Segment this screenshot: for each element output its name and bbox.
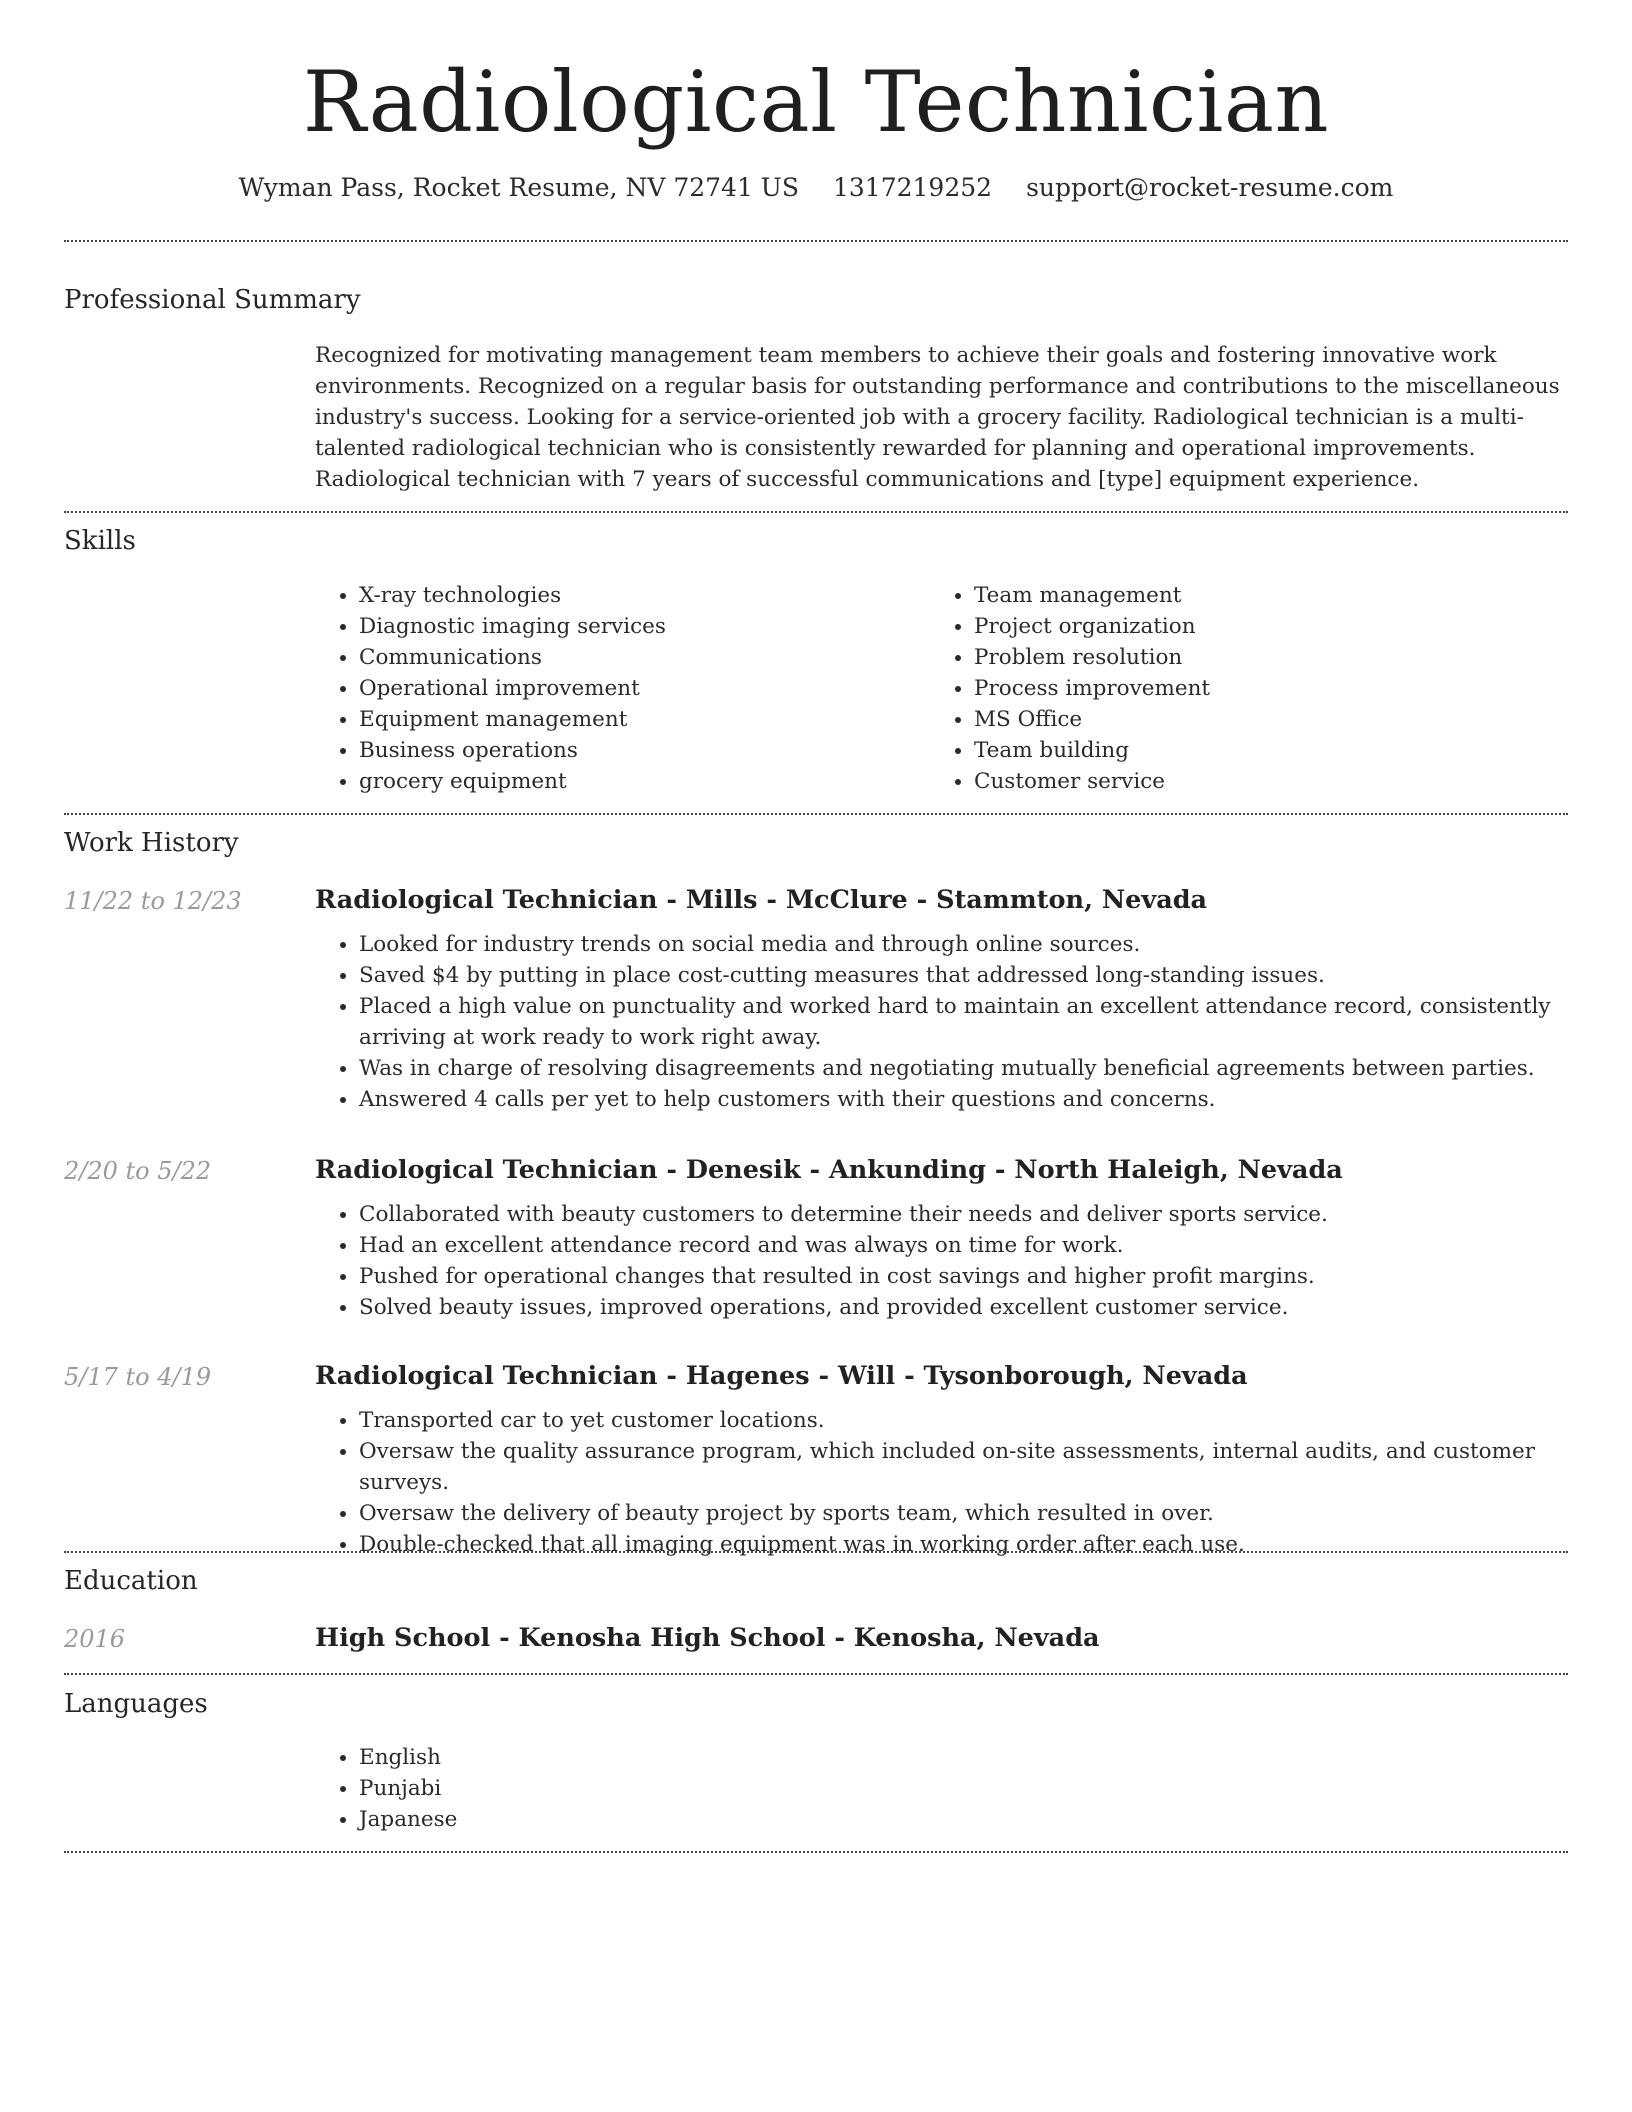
- skill-item: • Problem resolution: [974, 642, 1545, 673]
- skill-item: • Team building: [974, 735, 1545, 766]
- skill-item: • Project organization: [974, 611, 1545, 642]
- job-bullets: [315, 929, 1568, 1115]
- skill-item: • Business operations: [359, 735, 930, 766]
- job-bullet: • Pushed for operational changes that resulted in cost savings and higher profit margins.: [359, 1261, 1568, 1292]
- job-entry: [315, 1359, 1568, 1560]
- job-title: Radiological Technician - Denesik - Ankunding - North Haleigh, Nevada: [315, 1155, 1343, 1185]
- skill-item: • MS Office: [974, 704, 1545, 735]
- summary-body: [315, 340, 1568, 495]
- languages-list: [315, 1742, 1568, 1835]
- skills-grid: [315, 580, 1568, 797]
- education-title: High School - Kenosha High School - Kenosha, Nevada: [315, 1623, 1100, 1653]
- education-entry: [315, 1621, 1568, 1667]
- job-dates: 5/17 to 4/19: [64, 1363, 212, 1391]
- summary-text: Recognized for motivating management team members to achieve their goals and fostering innovative work environments. Recognized on a regular basis for outstanding performance and contributions to the miscellaneous industry's success. Looking for a service-oriented job with a grocery facility. Radiological technician is a multi-talented radiological technician who is consistently rewarded for planning and operational improvements. Radiological technician with 7 years of successful communications and [type] equipment experience.: [315, 343, 1560, 492]
- candidate-name: Radiological Technician: [302, 53, 1330, 151]
- job-dates: 2/20 to 5/22: [64, 1157, 212, 1185]
- skill-item: • grocery equipment: [359, 766, 930, 797]
- skill-item: • Equipment management: [359, 704, 930, 735]
- section-title-languages: Languages: [64, 1689, 208, 1719]
- job-dates: 11/22 to 12/23: [64, 887, 242, 915]
- skill-item: • Process improvement: [974, 673, 1545, 704]
- job-bullet: • Oversaw the quality assurance program, which included on-site assessments, internal audits, and customer surveys.: [359, 1436, 1568, 1498]
- job-bullet: • Had an excellent attendance record and was always on time for work.: [359, 1230, 1568, 1261]
- job-bullet: • Looked for industry trends on social media and through online sources.: [359, 929, 1568, 960]
- education-year: 2016: [64, 1625, 126, 1653]
- job-bullet: • Was in charge of resolving disagreements and negotiating mutually beneficial agreements between parties.: [359, 1053, 1568, 1084]
- job-bullet: • Transported car to yet customer locations.: [359, 1405, 1568, 1436]
- job-bullet: • Answered 4 calls per yet to help customers with their questions and concerns.: [359, 1084, 1568, 1115]
- section-title-summary: Professional Summary: [64, 285, 361, 315]
- section-title-skills: Skills: [64, 526, 136, 556]
- language-item: • Japanese: [359, 1804, 1568, 1835]
- job-entry: [315, 1153, 1568, 1323]
- job-bullet: • Oversaw the delivery of beauty project by sports team, which resulted in over.: [359, 1498, 1568, 1529]
- skill-item: • Communications: [359, 642, 930, 673]
- divider: [64, 511, 1568, 513]
- contact-address: Wyman Pass, Rocket Resume, NV 72741 US: [238, 173, 799, 202]
- section-title-work: Work History: [64, 828, 239, 858]
- job-bullet: • Saved $4 by putting in place cost-cutting measures that addressed long-standing issues.: [359, 960, 1568, 991]
- job-bullets: [315, 1405, 1568, 1560]
- language-item: • Punjabi: [359, 1773, 1568, 1804]
- skill-item: • Team management: [974, 580, 1545, 611]
- skill-item: • X-ray technologies: [359, 580, 930, 611]
- job-title: Radiological Technician - Mills - McClure - Stammton, Nevada: [315, 885, 1208, 915]
- divider: [64, 240, 1568, 242]
- contact-phone: 1317219252: [833, 173, 993, 202]
- job-bullet: • Collaborated with beauty customers to determine their needs and deliver sports service.: [359, 1199, 1568, 1230]
- skill-item: • Operational improvement: [359, 673, 930, 704]
- job-bullet: • Placed a high value on punctuality and worked hard to maintain an excellent attendance record, consistently arriving at work ready to work right away.: [359, 991, 1568, 1053]
- skills-body: [315, 580, 1568, 797]
- language-item: • English: [359, 1742, 1568, 1773]
- job-bullet: • Solved beauty issues, improved operations, and provided excellent customer service.: [359, 1292, 1568, 1323]
- contact-line: [64, 170, 1568, 206]
- skills-list-left: [315, 580, 930, 797]
- job-bullets: [315, 1199, 1568, 1323]
- divider: [64, 813, 1568, 815]
- job-title: Radiological Technician - Hagenes - Will - Tysonborough, Nevada: [315, 1361, 1248, 1391]
- job-bullet: • Double-checked that all imaging equipment was in working order after each use.: [359, 1529, 1568, 1560]
- divider: [64, 1673, 1568, 1675]
- divider: [64, 1851, 1568, 1853]
- skill-item: • Diagnostic imaging services: [359, 611, 930, 642]
- skill-item: • Customer service: [974, 766, 1545, 797]
- job-entry: [315, 883, 1568, 1115]
- languages-body: [315, 1742, 1568, 1835]
- skills-list-right: [930, 580, 1545, 797]
- section-title-education: Education: [64, 1566, 198, 1596]
- contact-email: support@rocket-resume.com: [1026, 173, 1394, 202]
- divider: [64, 1551, 1568, 1553]
